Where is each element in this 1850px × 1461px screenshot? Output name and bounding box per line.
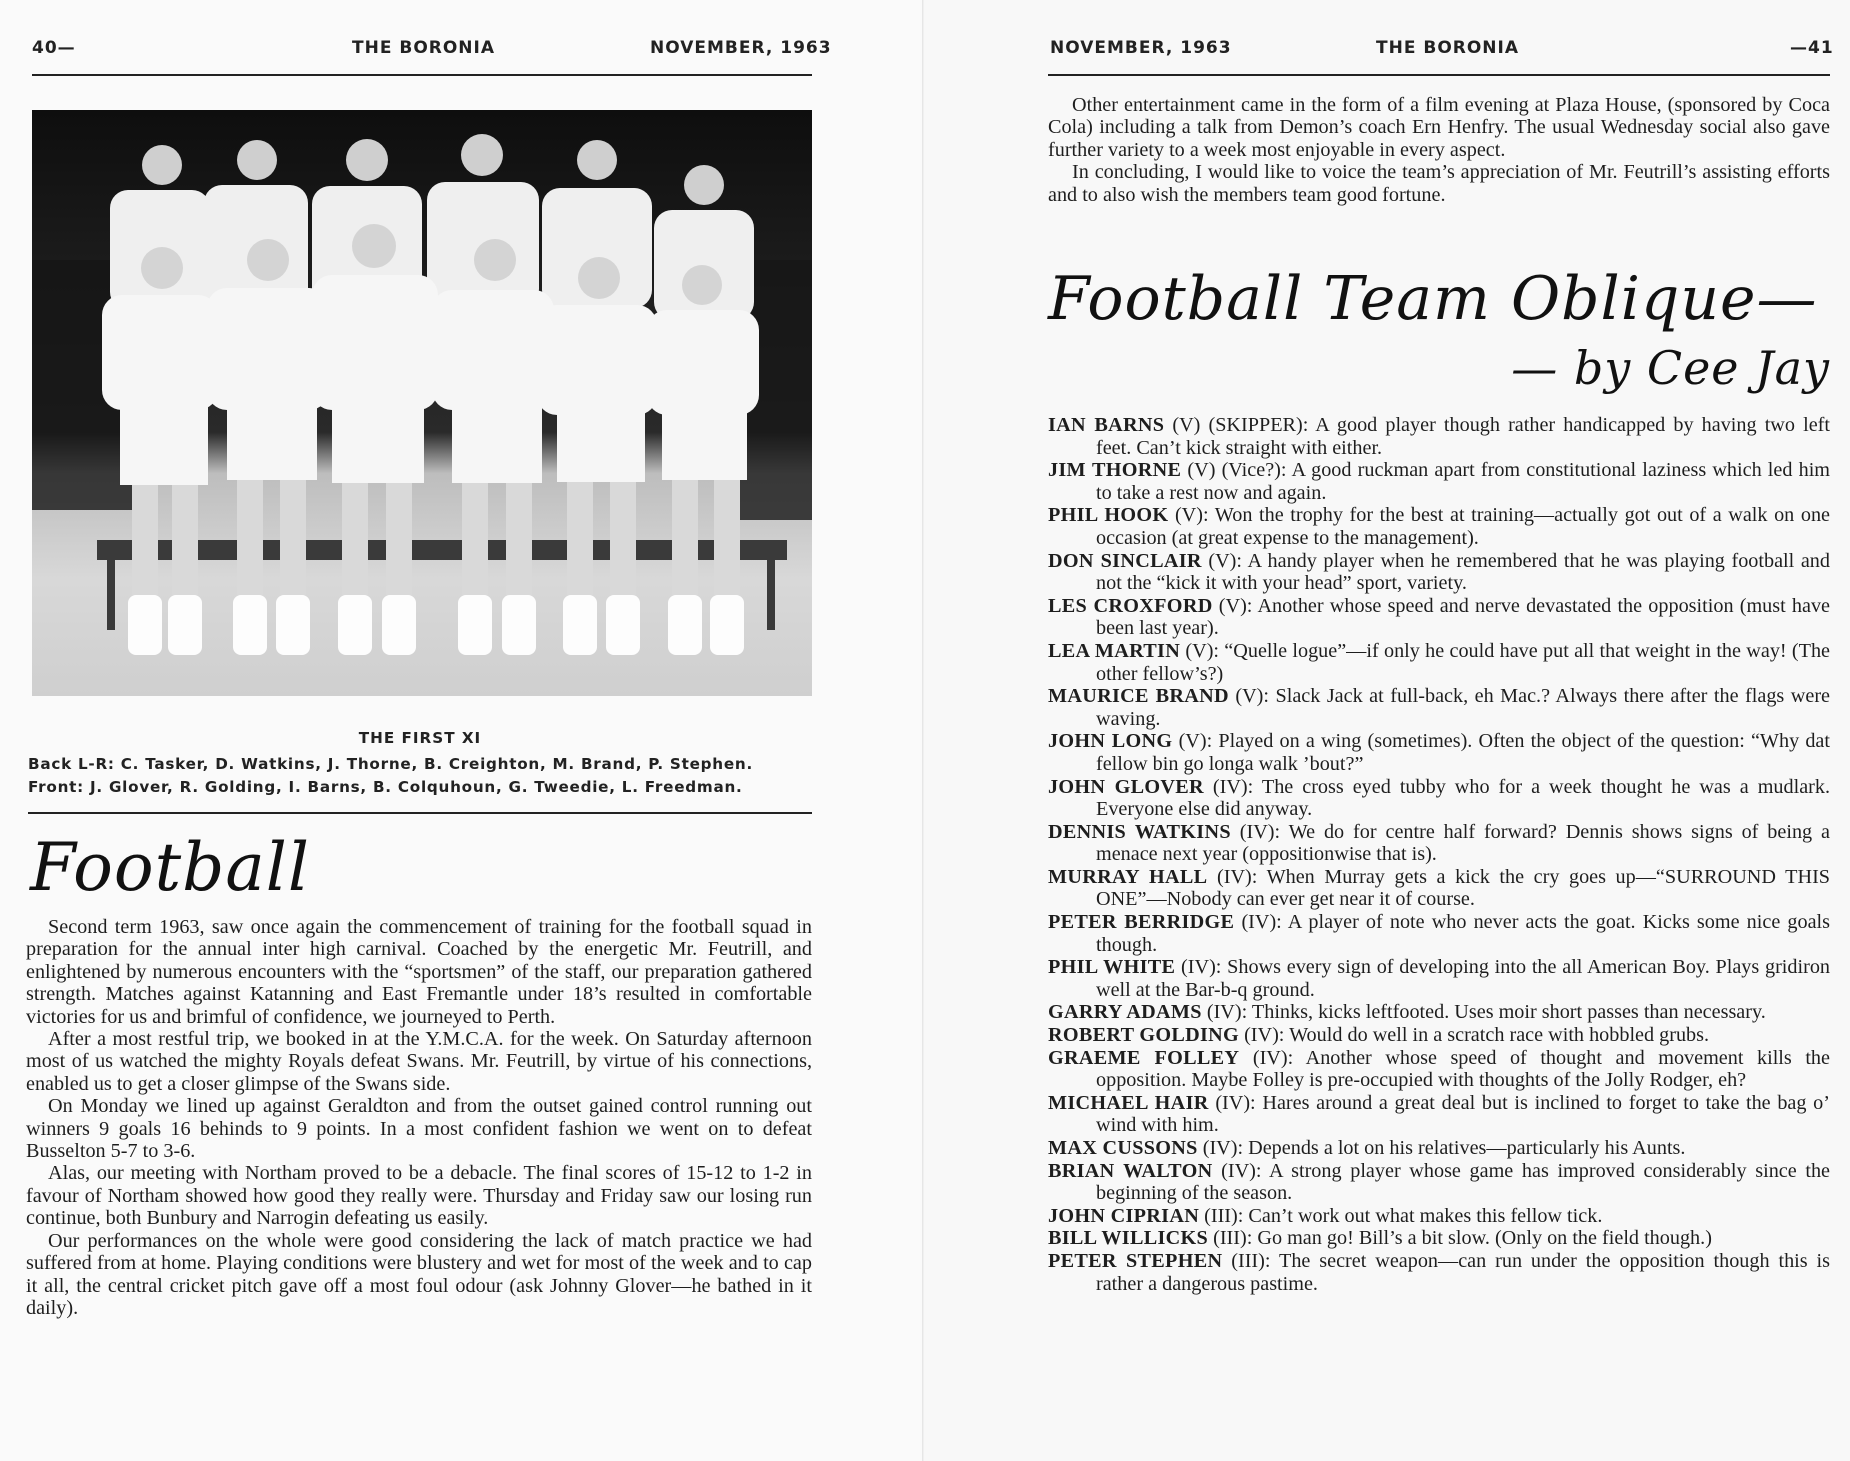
publication-title-right: THE BORONIA (1376, 38, 1520, 58)
team-photo-image (32, 110, 812, 696)
player-name: GRAEME FOLLEY (1048, 1046, 1240, 1069)
player-name: JOHN CIPRIAN (1048, 1204, 1200, 1227)
player-description: (IV): Would do well in a scratch race with hobbled grubs. (1244, 1024, 1710, 1047)
player-entry (1048, 414, 1830, 459)
player-entry (1048, 1047, 1830, 1092)
player-description: (IV): When Murray gets a kick the cry goes up—“SURROUND THIS ONE”—Nobody can ever get near it of course. (1096, 865, 1831, 911)
oblique-byline: — by Cee Jay (1511, 341, 1830, 395)
article-paragraph: On Monday we lined up against Geraldton and from the outset gained control running out winners 9 goals 16 behinds to 9 points. In a most confident fashion we went on to defeat Busselton 5-7 to 3-6. (26, 1095, 812, 1163)
player-description: (IV): Another whose speed of thought and movement kills the opposition. Maybe Folley is pre-occupied with thoughts of the Jolly Rodger, eh? (1096, 1046, 1830, 1092)
player-name: PETER STEPHEN (1048, 1249, 1223, 1272)
article-paragraph: Alas, our meeting with Northam proved to be a debacle. The final scores of 15-12 to 1-2 in favour of Northam showed how good they really were. Thursday and Friday saw our losing run continue, both Bunbury and Narrogin defeating us easily. (26, 1162, 812, 1230)
player-description: (V): Another whose speed and nerve devastated the opposition (must have been last year). (1096, 594, 1831, 640)
player-entry (1048, 685, 1830, 730)
player-name: DON SINCLAIR (1048, 549, 1202, 572)
article-paragraph: Second term 1963, saw once again the commencement of training for the football squad in preparation for the annual inter high carnival. Coached by the energetic Mr. Feutrill, and enlightened by numerous encounters with the “sportsmen” of the staff, our preparation gathered strength. Matches against Katanning and East Fremantle under 18’s resulted in comfortable victories for us and brimful of confidence, we journeyed to Perth. (26, 916, 812, 1028)
page-number-right: —41 (1790, 38, 1834, 58)
photo-caption-title: THE FIRST XI (358, 729, 482, 747)
player-entry (1048, 1024, 1830, 1047)
intro-text (1048, 94, 1830, 206)
player-description: (IV): We do for centre half forward? Dennis shows signs of being a menace next year (oppositionwise that is). (1096, 820, 1830, 866)
player-name: MURRAY HALL (1048, 865, 1208, 888)
player-description: (III): Go man go! Bill’s a bit slow. (Only on the field though.) (1213, 1227, 1712, 1250)
left-page (0, 0, 924, 1461)
player-name: MAX CUSSONS (1048, 1137, 1198, 1159)
player-description: (V): Played on a wing (sometimes). Often the object of the question: “Why dat fellow bin go longa walk ’bout?” (1096, 730, 1830, 775)
player-name: BILL WILLICKS (1048, 1227, 1209, 1250)
player-entry (1048, 776, 1830, 821)
player-entry (1048, 1250, 1830, 1295)
player-name: MAURICE BRAND (1048, 685, 1229, 708)
player-entry (1048, 866, 1830, 911)
player-entry (1048, 1205, 1830, 1228)
intro-paragraph: Other entertainment came in the form of a film evening at Plaza House, (sponsored by Coca Cola) including a talk from Demon’s coach Ern Henfry. The usual Wednesday social also gave further variety to a week most enjoyable in every aspect. (1048, 94, 1830, 161)
player-entry (1048, 1001, 1830, 1024)
player-description: (IV): Thinks, kicks leftfooted. Uses moir short passes than necessary. (1206, 1001, 1766, 1024)
player-name: MICHAEL HAIR (1048, 1091, 1209, 1114)
photo-caption-back-row: Back L-R: C. Tasker, D. Watkins, J. Thorne, B. Creighton, M. Brand, P. Stephen. (28, 755, 753, 773)
player-description: (IV): Hares around a great deal but is inclined to forget to take the bag o’ wind with him. (1096, 1091, 1831, 1137)
page-number-left: 40— (32, 38, 76, 58)
player-entry (1048, 459, 1830, 504)
caption-rule (28, 812, 812, 814)
player-description: (V) (SKIPPER): A good player though rather handicapped by having two left feet. Can’t kick straight with either. (1096, 414, 1830, 459)
player-name: LEA MARTIN (1048, 639, 1181, 662)
player-entry (1048, 821, 1830, 866)
player-description: (V): Slack Jack at full-back, eh Mac.? Always there after the flags were waving. (1096, 685, 1830, 730)
player-entry (1048, 1137, 1830, 1160)
player-description: (V) (Vice?): A good ruckman apart from constitutional laziness which led him to take a rest now and again. (1096, 459, 1831, 504)
header-rule-right (1048, 74, 1830, 76)
player-description: (IV): A player of note who never acts the goat. Kicks some nice goals though. (1096, 911, 1830, 956)
player-name: PETER BERRIDGE (1048, 911, 1235, 934)
player-name: BRIAN WALTON (1048, 1159, 1213, 1182)
player-name: LES CROXFORD (1048, 594, 1213, 617)
player-name: PHIL WHITE (1048, 956, 1176, 979)
player-entries (1048, 414, 1830, 1295)
player-description: (V): Won the trophy for the best at training—actually got out of a walk on one occasion (at great expense to the management). (1096, 504, 1831, 549)
player-entry (1048, 595, 1830, 640)
issue-date-right: NOVEMBER, 1963 (1050, 38, 1232, 58)
player-description: (V): “Quelle logue”—if only he could have put all that weight in the way! (The other fellow’s?) (1096, 639, 1831, 685)
player-name: DENNIS WATKINS (1048, 820, 1231, 843)
article-body (26, 916, 812, 1319)
publication-title-left: THE BORONIA (352, 38, 496, 58)
player-entry (1048, 911, 1830, 956)
player-entry (1048, 1227, 1830, 1250)
player-name: IAN BARNS (1048, 414, 1165, 436)
player-entry (1048, 640, 1830, 685)
article-heading: Football (30, 829, 310, 906)
player-name: JOHN LONG (1048, 730, 1173, 753)
team-photo (32, 110, 812, 696)
player-description: (IV): Depends a lot on his relatives—particularly his Aunts. (1202, 1137, 1686, 1159)
player-name: JOHN GLOVER (1048, 775, 1204, 798)
player-description: (IV): Shows every sign of developing into the all American Boy. Plays gridiron well at the Bar-b-q ground. (1096, 956, 1831, 1001)
player-entry (1048, 956, 1830, 1001)
player-description: (IV): The cross eyed tubby who for a week thought he was a mudlark. Everyone else did anyway. (1096, 775, 1831, 821)
intro-paragraph: In concluding, I would like to voice the team’s appreciation of Mr. Feutrill’s assisting efforts and to also wish the members team good fortune. (1048, 161, 1830, 206)
oblique-title: Football Team Oblique— (1048, 264, 1818, 334)
player-entry (1048, 730, 1830, 775)
header-rule-left (32, 74, 812, 76)
player-name: ROBERT GOLDING (1048, 1024, 1240, 1047)
player-description: (III): The secret weapon—can run under the opposition though this is rather a dangerous pastime. (1096, 1249, 1830, 1295)
player-name: JIM THORNE (1048, 459, 1182, 482)
player-entry (1048, 1092, 1830, 1137)
player-description: (V): A handy player when he remembered that he was playing football and not the “kick it with your head” sport, variety. (1096, 549, 1830, 595)
player-entry (1048, 550, 1830, 595)
photo-caption-front-row: Front: J. Glover, R. Golding, I. Barns, B. Colquhoun, G. Tweedie, L. Freedman. (28, 778, 743, 796)
issue-date-left: NOVEMBER, 1963 (650, 38, 832, 58)
player-description: (III): Can’t work out what makes this fellow tick. (1204, 1204, 1603, 1227)
player-entry (1048, 1160, 1830, 1205)
player-name: PHIL HOOK (1048, 504, 1169, 527)
article-paragraph: After a most restful trip, we booked in at the Y.M.C.A. for the week. On Saturday afternoon most of us watched the mighty Royals defeat Swans. Mr. Feutrill, by virtue of his connections, enabled us to get a closer glimpse of the Swans side. (26, 1028, 812, 1095)
player-name: GARRY ADAMS (1048, 1001, 1202, 1024)
player-description: (IV): A strong player whose game has improved considerably since the beginning of the season. (1096, 1159, 1831, 1205)
player-entry (1048, 504, 1830, 549)
right-page (924, 0, 1850, 1461)
article-paragraph: Our performances on the whole were good considering the lack of match practice we had suffered from at home. Playing conditions were blustery and wet for most of the week and to cap it all, the central cricket pitch gave off a most foul odour (ask Johnny Glover—he bathed in it daily). (26, 1229, 812, 1319)
